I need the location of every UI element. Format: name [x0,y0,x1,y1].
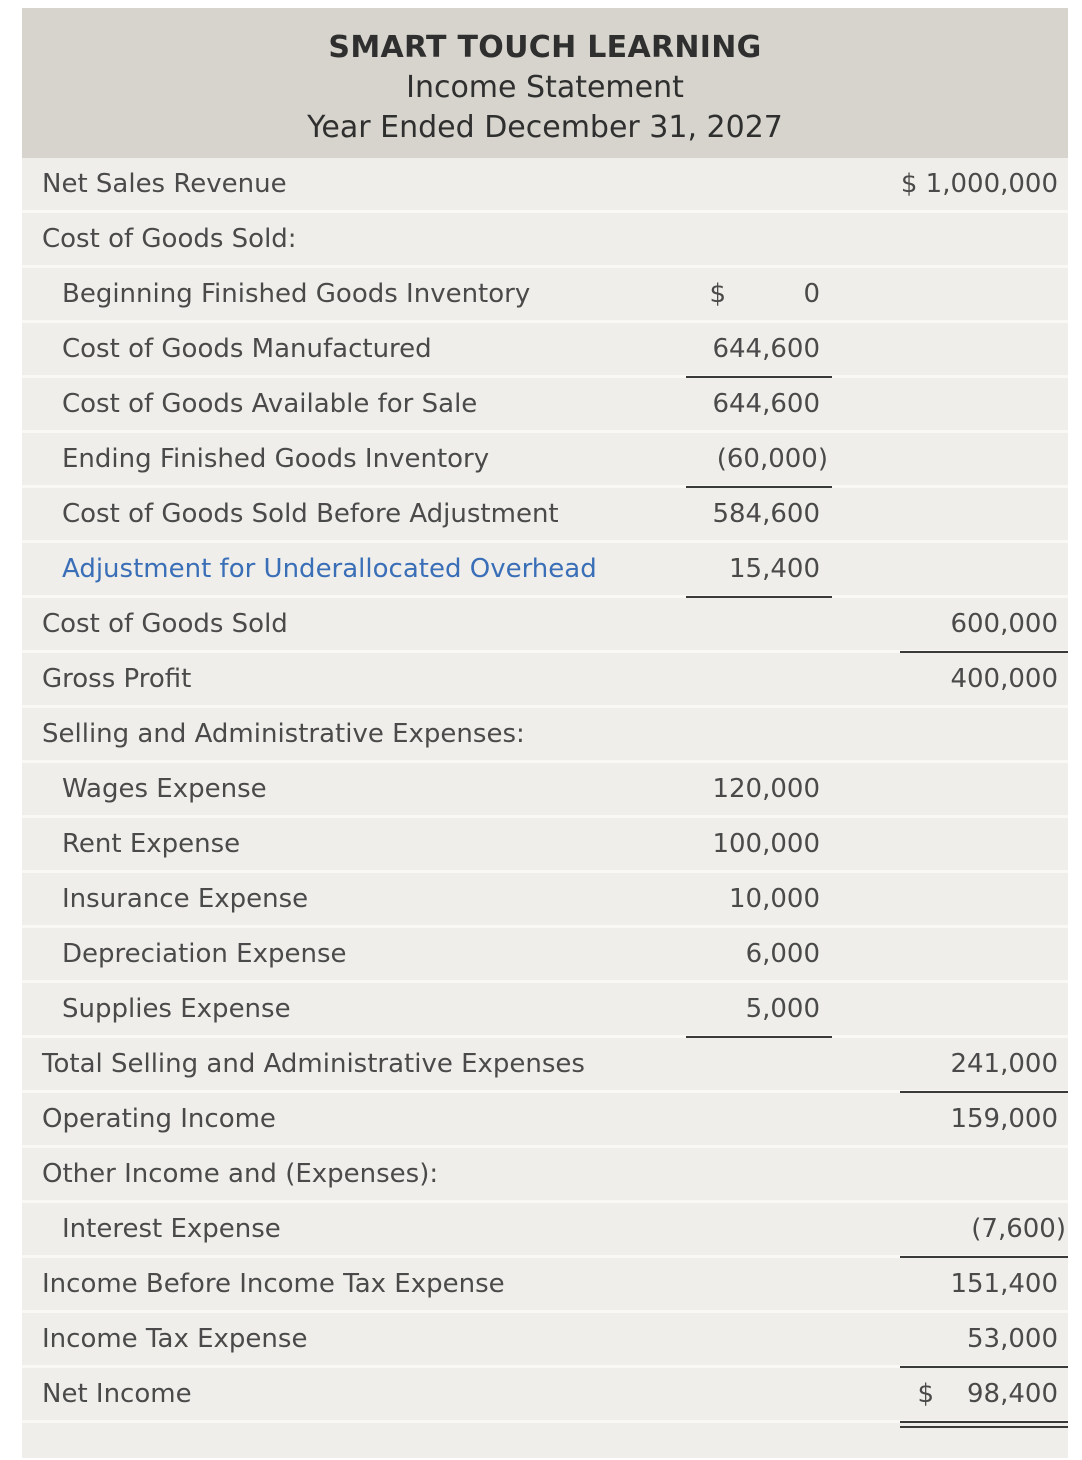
row-label: Insurance Expense [62,884,309,914]
row-total: 159,000 [950,1104,1058,1134]
row-net-income [22,1368,1068,1423]
row-amount: (60,000) [716,444,828,474]
row-label: Cost of Goods Sold Before Adjustment [62,499,559,529]
statement-rows [22,158,1068,1423]
statement-period: Year Ended December 31, 2027 [307,110,783,145]
row-total: 400,000 [950,664,1058,694]
row-amount: 10,000 [729,884,820,914]
row-cogs-available [22,378,1068,433]
row-ending-fg-inventory [22,433,1068,488]
double-rule-top [900,1421,1068,1423]
row-gross-profit [22,653,1068,708]
row-label: Net Sales Revenue [42,169,287,199]
currency-symbol: $ [900,169,926,199]
row-label: Income Tax Expense [42,1324,308,1354]
row-amount: 5,000 [745,994,820,1024]
statement-header [22,8,1068,158]
row-amount: 15,400 [729,554,820,584]
row-wages-expense [22,763,1068,818]
row-label: Income Before Income Tax Expense [42,1269,505,1299]
row-total: (7,600) [971,1214,1066,1244]
row-label: Cost of Goods Sold: [42,224,297,254]
row-cost-of-goods-manufactured [22,323,1068,378]
company-name: SMART TOUCH LEARNING [328,30,762,65]
row-label: Rent Expense [62,829,241,859]
row-cogs-before-adjustment [22,488,1068,543]
row-label: Ending Finished Goods Inventory [62,444,490,474]
income-statement [22,8,1068,1458]
row-label: Cost of Goods Available for Sale [62,389,478,419]
row-label: Interest Expense [62,1214,281,1244]
row-depreciation-expense [22,928,1068,983]
row-net-sales-revenue [22,158,1068,213]
row-interest-expense [22,1203,1068,1258]
row-label: Other Income and (Expenses): [42,1159,439,1189]
row-total: 98,400 [967,1379,1058,1409]
row-operating-income [22,1093,1068,1148]
row-label: Adjustment for Underallocated Overhead [62,554,597,584]
row-amount: 100,000 [712,829,820,859]
row-income-before-tax [22,1258,1068,1313]
row-amount: 644,600 [712,389,820,419]
row-income-tax-expense [22,1313,1068,1368]
row-rent-expense [22,818,1068,873]
row-insurance-expense [22,873,1068,928]
row-total: 600,000 [950,609,1058,639]
row-cogs-heading [22,213,1068,268]
row-amount: 644,600 [712,334,820,364]
row-sga-heading [22,708,1068,763]
row-label: Gross Profit [42,664,192,694]
row-amount: 120,000 [712,774,820,804]
currency-symbol: $ [917,1379,934,1409]
row-amount: 0 [803,279,820,309]
row-total: $ 1,000,000 [900,169,1058,199]
double-rule-bottom [900,1426,1068,1428]
row-label: Total Selling and Administrative Expenses [42,1049,585,1079]
row-label: Cost of Goods Sold [42,609,288,639]
row-label: Depreciation Expense [62,939,347,969]
row-label: Net Income [42,1379,192,1409]
row-other-income-heading [22,1148,1068,1203]
row-supplies-expense [22,983,1068,1038]
row-beginning-fg-inventory [22,268,1068,323]
row-underallocated-overhead [22,543,1068,598]
currency-symbol: $ [709,279,726,309]
row-label: Wages Expense [62,774,267,804]
row-amount: 584,600 [712,499,820,529]
row-total: 241,000 [950,1049,1058,1079]
row-label: Cost of Goods Manufactured [62,334,432,364]
row-label: Beginning Finished Goods Inventory [62,279,531,309]
row-label: Selling and Administrative Expenses: [42,719,525,749]
row-total-sga [22,1038,1068,1093]
row-total: 53,000 [967,1324,1058,1354]
row-cost-of-goods-sold [22,598,1068,653]
row-label: Supplies Expense [62,994,291,1024]
row-total: 151,400 [950,1269,1058,1299]
row-label: Operating Income [42,1104,276,1134]
row-amount: 6,000 [745,939,820,969]
statement-title: Income Statement [406,70,684,105]
